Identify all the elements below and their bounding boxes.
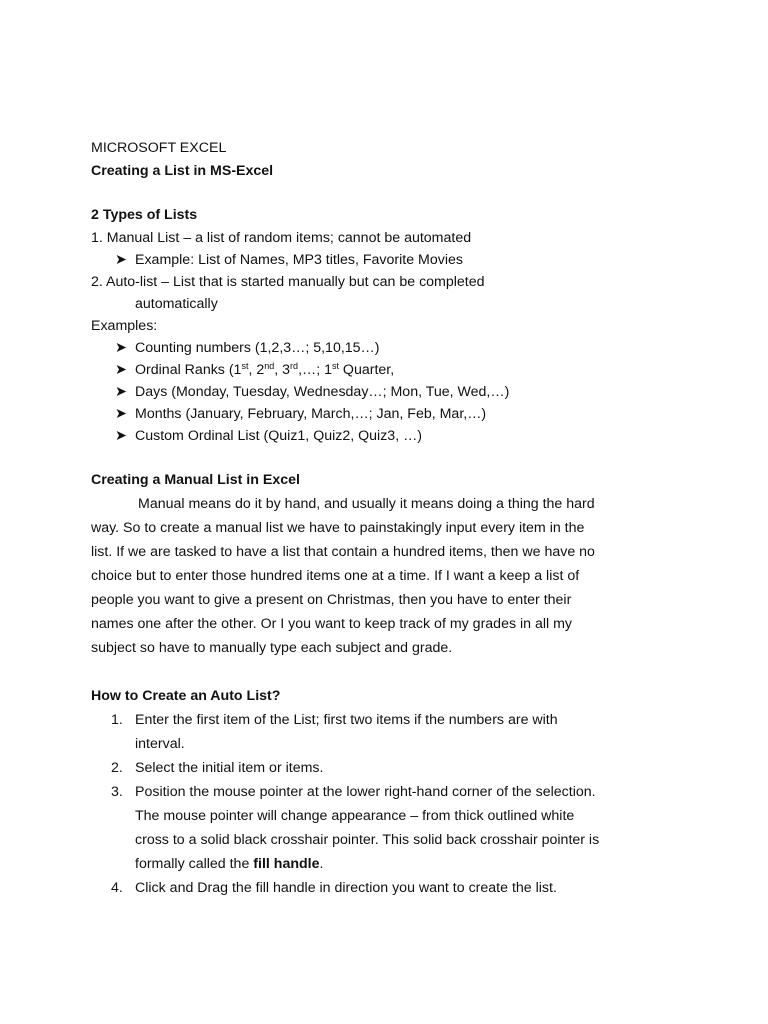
doc-subtitle: Creating a List in MS-Excel	[91, 163, 274, 179]
type-2-auto: 2. Auto-list – List that is started manually but can be completed	[91, 274, 485, 290]
example-days	[115, 382, 509, 402]
arrowhead-bullet-icon: ➤	[115, 362, 127, 378]
auto-list-heading: How to Create an Auto List?	[91, 688, 281, 704]
step-3-cont: cross to a solid black crosshair pointer. This solid back crosshair pointer is	[135, 832, 600, 848]
ordinal-text-b: , 2	[248, 362, 265, 378]
example-counting-text: Counting numbers (1,2,3…; 5,10,15…)	[135, 340, 380, 356]
step-3-text-pre: formally called the	[135, 856, 254, 872]
step-3-text-post: .	[319, 856, 324, 872]
step-3-cont	[135, 854, 323, 874]
type-1-example	[115, 250, 463, 270]
step-2	[111, 758, 323, 778]
type-1-example-text: Example: List of Names, MP3 titles, Favorite Movies	[135, 252, 463, 268]
arrowhead-bullet-icon: ➤	[115, 428, 127, 444]
step-text: Click and Drag the fill handle in direction you want to create the list.	[135, 880, 557, 896]
step-number: 4.	[111, 880, 123, 896]
step-3-cont: The mouse pointer will change appearance – from thick outlined white	[135, 808, 575, 824]
step-1	[111, 710, 558, 730]
manual-para-line: choice but to enter those hundred items one at a time. If I want a keep a list of	[91, 568, 580, 584]
example-days-text: Days (Monday, Tuesday, Wednesday…; Mon, Tue, Wed,…)	[135, 384, 510, 400]
manual-para-line: subject so have to manually type each subject and grade.	[91, 640, 453, 656]
examples-label: Examples:	[91, 318, 158, 334]
step-text: Position the mouse pointer at the lower right-hand corner of the selection.	[135, 784, 596, 800]
ordinal-text-a: Ordinal Ranks (1	[135, 362, 242, 378]
manual-para-line: way. So to create a manual list we have to painstakingly input every item in the	[91, 520, 585, 536]
ordinal-sup-3: rd	[290, 361, 299, 371]
manual-para-line: names one after the other. Or I you want to keep track of my grades in all my	[91, 616, 573, 632]
example-months-text: Months (January, February, March,…; Jan, Feb, Mar,…)	[135, 406, 487, 422]
step-3	[111, 782, 596, 802]
fill-handle-term: fill handle	[253, 856, 320, 872]
ordinal-sup-2: nd	[264, 361, 275, 371]
ordinal-text-c: , 3	[274, 362, 291, 378]
step-text: Enter the first item of the List; first two items if the numbers are with	[135, 712, 558, 728]
arrowhead-bullet-icon: ➤	[115, 406, 127, 422]
step-text: Select the initial item or items.	[135, 760, 324, 776]
arrowhead-bullet-icon: ➤	[115, 252, 127, 268]
example-ordinal	[115, 360, 394, 380]
example-custom	[115, 426, 422, 446]
example-months	[115, 404, 486, 424]
ordinal-text-d: ,…; 1	[298, 362, 332, 378]
ordinal-sup-1: st	[241, 361, 249, 371]
type-2-auto-cont: automatically	[135, 296, 218, 312]
ordinal-text-e: Quarter,	[338, 362, 395, 378]
example-custom-text: Custom Ordinal List (Quiz1, Quiz2, Quiz3, …)	[135, 428, 422, 444]
manual-para-line: Manual means do it by hand, and usually it means doing a thing the hard	[138, 496, 595, 512]
step-number: 1.	[111, 712, 123, 728]
step-4	[111, 878, 557, 898]
step-number: 3.	[111, 784, 123, 800]
ordinal-sup-4: st	[331, 361, 339, 371]
manual-para-line: people you want to give a present on Christmas, then you have to enter their	[91, 592, 572, 608]
example-counting	[115, 338, 379, 358]
step-number: 2.	[111, 760, 123, 776]
arrowhead-bullet-icon: ➤	[115, 384, 127, 400]
types-heading: 2 Types of Lists	[91, 207, 198, 223]
arrowhead-bullet-icon: ➤	[115, 340, 127, 356]
step-1-cont: interval.	[135, 736, 185, 752]
manual-list-heading: Creating a Manual List in Excel	[91, 472, 300, 488]
type-1-manual: 1. Manual List – a list of random items; cannot be automated	[91, 230, 472, 246]
doc-heading: MICROSOFT EXCEL	[91, 140, 227, 156]
manual-para-line: list. If we are tasked to have a list that contain a hundred items, then we have no	[91, 544, 595, 560]
